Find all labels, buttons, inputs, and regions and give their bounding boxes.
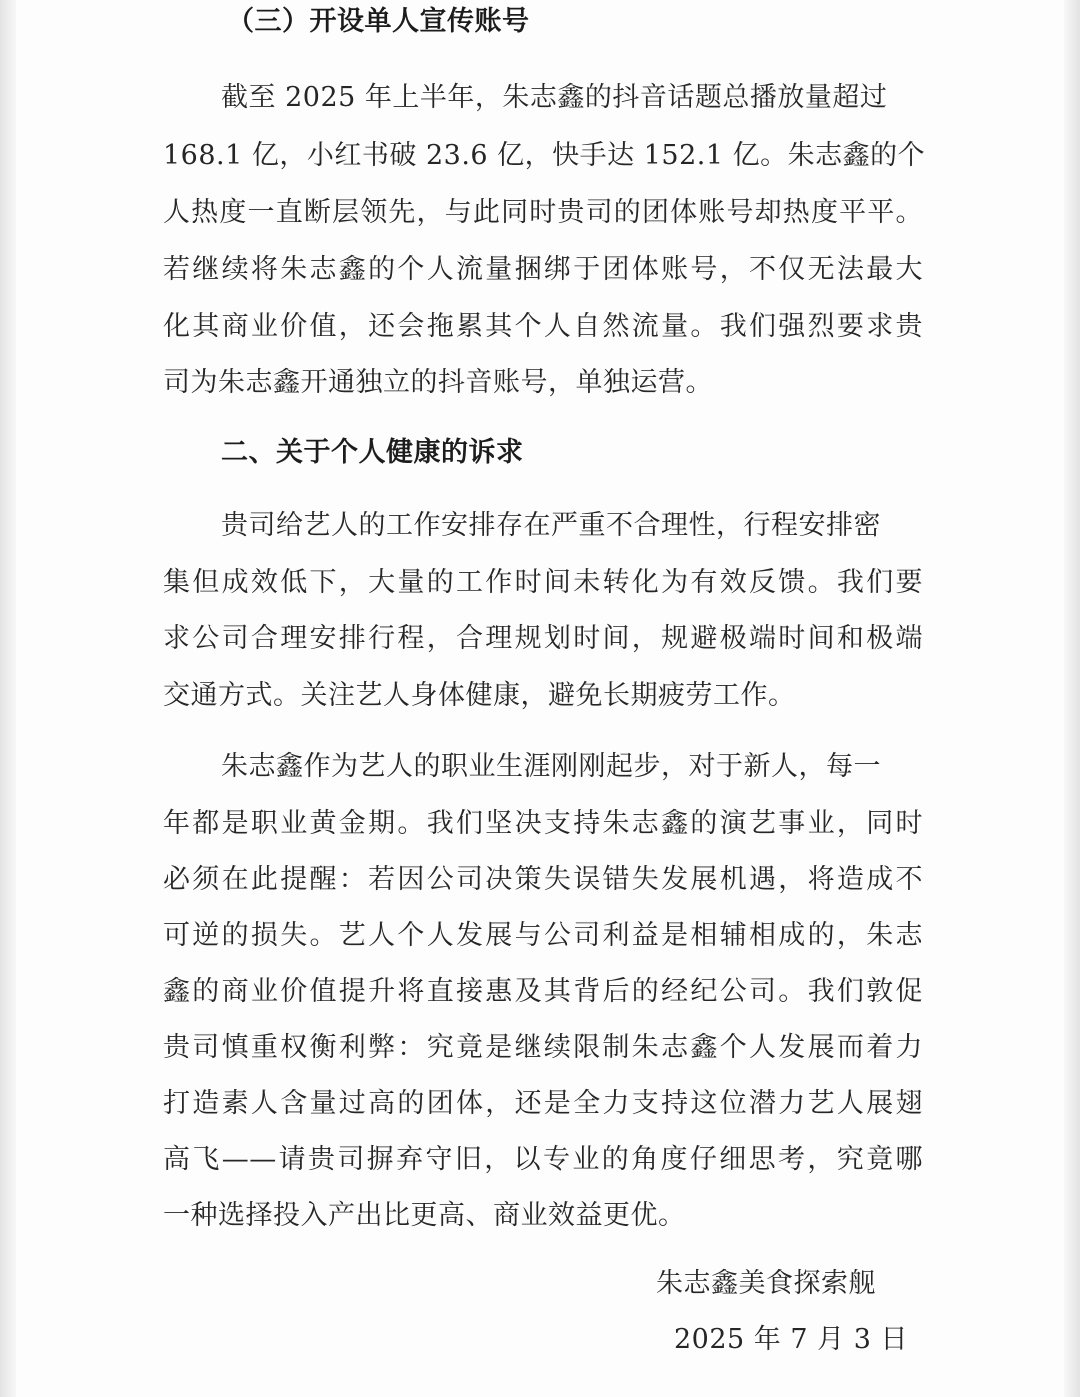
paragraph-line: 朱志鑫作为艺人的职业生涯刚刚起步，对于新人，每一 bbox=[221, 751, 881, 782]
date: 2025 年 7 月 3 日 bbox=[674, 1324, 908, 1355]
paragraph-line: 年都是职业黄金期。我们坚决支持朱志鑫的演艺事业，同时 bbox=[163, 808, 923, 839]
paragraph-line: 鑫的商业价值提升将直接惠及其背后的经纪公司。我们敦促 bbox=[163, 976, 923, 1007]
paragraph-line: 化其商业价值，还会拖累其个人自然流量。我们强烈要求贵 bbox=[163, 311, 923, 342]
paragraph-line: 打造素人含量过高的团体，还是全力支持这位潜力艺人展翅 bbox=[163, 1088, 923, 1119]
signature: 朱志鑫美食探索舰 bbox=[656, 1268, 876, 1299]
paragraph-line: 一种选择投入产出比更高、商业效益更优。 bbox=[163, 1200, 686, 1231]
section-three-heading: （三）开设单人宣传账号 bbox=[227, 6, 530, 37]
paragraph-line: 贵司慎重权衡利弊：究竟是继续限制朱志鑫个人发展而着力 bbox=[163, 1032, 923, 1063]
paragraph-line: 必须在此提醒：若因公司决策失误错失发展机遇，将造成不 bbox=[163, 864, 923, 895]
paragraph-line: 高飞——请贵司摒弃守旧，以专业的角度仔细思考，究竟哪 bbox=[163, 1144, 923, 1175]
paragraph-line: 截至 2025 年上半年，朱志鑫的抖音话题总播放量超过 bbox=[221, 82, 888, 113]
paragraph-line: 司为朱志鑫开通独立的抖音账号，单独运营。 bbox=[163, 367, 713, 398]
paragraph-line: 集但成效低下，大量的工作时间未转化为有效反馈。我们要 bbox=[163, 567, 923, 598]
paragraph-line: 人热度一直断层领先，与此同时贵司的团体账号却热度平平。 bbox=[163, 197, 923, 228]
page-edge-left bbox=[0, 0, 16, 1397]
section-two-heading: 二、关于个人健康的诉求 bbox=[221, 437, 524, 468]
paragraph-line: 求公司合理安排行程，合理规划时间，规避极端时间和极端 bbox=[163, 623, 923, 654]
paragraph-line: 贵司给艺人的工作安排存在严重不合理性，行程安排密 bbox=[221, 510, 881, 541]
paragraph-line: 168.1 亿，小红书破 23.6 亿，快手达 152.1 亿。朱志鑫的个 bbox=[163, 140, 926, 171]
paragraph-line: 交通方式。关注艺人身体健康，避免长期疲劳工作。 bbox=[163, 680, 796, 711]
page-edge-right bbox=[1064, 0, 1080, 1397]
paragraph-line: 若继续将朱志鑫的个人流量捆绑于团体账号，不仅无法最大 bbox=[163, 254, 923, 285]
paragraph-line: 可逆的损失。艺人个人发展与公司利益是相辅相成的，朱志 bbox=[163, 920, 923, 951]
